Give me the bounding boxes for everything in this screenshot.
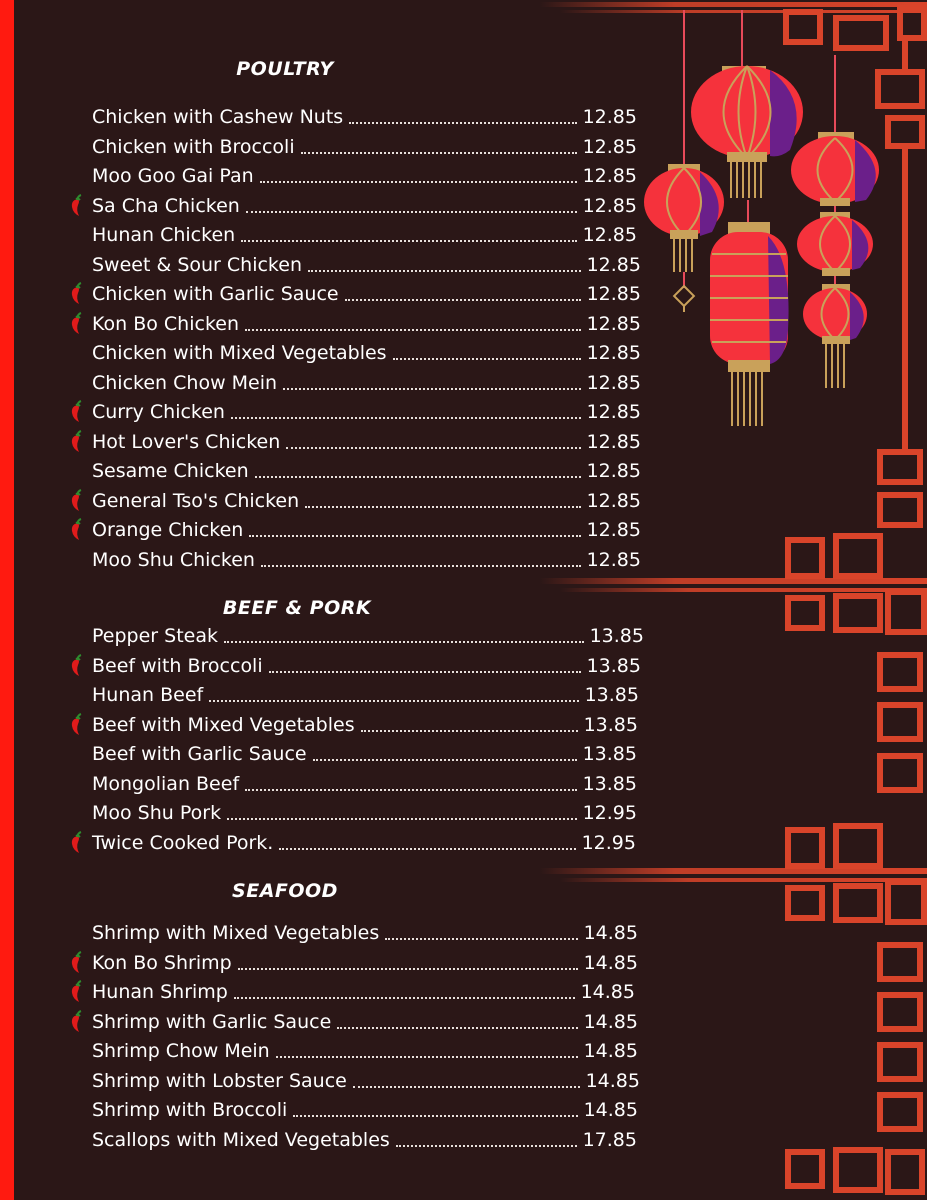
chili-pepper-icon — [67, 282, 85, 306]
menu-item-name: Moo Shu Chicken — [92, 549, 255, 571]
menu-item — [92, 370, 641, 396]
menu-item — [92, 653, 641, 679]
dot-leader — [353, 1086, 580, 1088]
section-title: POULTRY — [236, 58, 334, 80]
menu-item — [92, 950, 638, 976]
menu-item-name: Shrimp Chow Mein — [92, 1040, 270, 1062]
dot-leader — [286, 447, 580, 449]
chili-pepper-icon — [67, 400, 85, 424]
hanging-lanterns — [644, 10, 879, 426]
dot-leader — [234, 997, 575, 999]
chili-pepper-icon — [67, 980, 85, 1004]
menu-item-price: 13.85 — [582, 743, 637, 765]
menu-item — [92, 429, 641, 455]
menu-item-name: Beef with Mixed Vegetables — [92, 714, 355, 736]
menu-item-price: 12.85 — [586, 519, 641, 541]
menu-item — [92, 281, 641, 307]
dot-leader — [260, 181, 577, 183]
menu-item — [92, 800, 637, 826]
menu-item-price: 14.85 — [583, 1011, 638, 1033]
section-title: SEAFOOD — [232, 880, 338, 902]
chili-pepper-icon — [67, 1010, 85, 1034]
menu-item-name: Twice Cooked Pork. — [92, 832, 274, 854]
menu-item — [92, 682, 639, 708]
menu-item — [92, 340, 641, 366]
menu-item-price: 14.85 — [583, 1040, 638, 1062]
section-title: BEEF & PORK — [222, 597, 372, 619]
lantern-large — [691, 66, 803, 198]
menu-item-name: Sesame Chicken — [92, 460, 249, 482]
chili-pepper-icon — [67, 654, 85, 678]
dot-leader — [301, 152, 577, 154]
dot-leader — [283, 388, 581, 390]
menu-item-price: 17.85 — [582, 1129, 637, 1151]
dot-leader — [245, 329, 581, 331]
dot-leader — [246, 211, 577, 213]
menu-item-name: Beef with Broccoli — [92, 655, 263, 677]
chili-pepper-icon — [67, 312, 85, 336]
dot-leader — [345, 299, 581, 301]
menu-item-name: Hot Lover's Chicken — [92, 431, 281, 453]
menu-item — [92, 458, 641, 484]
lantern-left — [644, 164, 724, 312]
menu-item-price: 12.85 — [582, 224, 637, 246]
menu-item-price: 13.85 — [586, 655, 641, 677]
menu-item — [92, 1097, 638, 1123]
menu-item-name: Hunan Chicken — [92, 224, 236, 246]
menu-item — [92, 134, 637, 160]
menu-item-name: Shrimp with Mixed Vegetables — [92, 922, 380, 944]
dot-leader — [396, 1145, 577, 1147]
menu-item-price: 12.85 — [586, 549, 641, 571]
dot-leader — [261, 565, 581, 567]
menu-item-price: 14.85 — [583, 1099, 638, 1121]
menu-item-price: 13.85 — [582, 773, 637, 795]
menu-item-price: 12.85 — [586, 313, 641, 335]
dot-leader — [293, 1115, 577, 1117]
menu-item — [92, 1127, 637, 1153]
menu-item-price: 12.85 — [586, 283, 641, 305]
menu-item-price: 12.85 — [582, 106, 637, 128]
dot-leader — [349, 122, 576, 124]
menu-item-price: 14.85 — [580, 981, 635, 1003]
menu-item-price: 12.85 — [586, 342, 641, 364]
menu-item — [92, 252, 641, 278]
chili-pepper-icon — [67, 194, 85, 218]
menu-item-name: Sa Cha Chicken — [92, 195, 240, 217]
dot-leader — [224, 641, 584, 643]
menu-item-name: Moo Goo Gai Pan — [92, 165, 254, 187]
lattice-band-top — [540, 2, 927, 13]
dot-leader — [385, 938, 577, 940]
menu-item-name: Beef with Garlic Sauce — [92, 743, 307, 765]
menu-item-price: 12.85 — [586, 401, 641, 423]
menu-item — [92, 712, 638, 738]
menu-item-name: Scallops with Mixed Vegetables — [92, 1129, 390, 1151]
menu-item-name: Hunan Beef — [92, 684, 204, 706]
menu-item — [92, 623, 644, 649]
menu-item-price: 14.85 — [583, 922, 638, 944]
menu-item-price: 12.85 — [582, 136, 637, 158]
menu-item — [92, 771, 637, 797]
dot-leader — [231, 417, 581, 419]
menu-item — [92, 920, 638, 946]
menu-item-name: Shrimp with Broccoli — [92, 1099, 288, 1121]
menu-item-name: Moo Shu Pork — [92, 802, 222, 824]
dot-leader — [308, 270, 581, 272]
menu-item-price: 12.85 — [586, 372, 641, 394]
dot-leader — [249, 535, 580, 537]
menu-item — [92, 104, 637, 130]
dot-leader — [227, 818, 577, 820]
dot-leader — [393, 358, 581, 360]
menu-item-price: 12.85 — [582, 165, 637, 187]
menu-item-name: Chicken Chow Mein — [92, 372, 278, 394]
dot-leader — [337, 1027, 577, 1029]
menu-item-name: Orange Chicken — [92, 519, 244, 541]
menu-item — [92, 1038, 638, 1064]
menu-item-name: Chicken with Cashew Nuts — [92, 106, 344, 128]
menu-item-price: 12.85 — [586, 254, 641, 276]
menu-item-name: Shrimp with Lobster Sauce — [92, 1070, 347, 1092]
menu-item-name: Kon Bo Chicken — [92, 313, 240, 335]
menu-item — [92, 1009, 638, 1035]
chinese-lattice-pattern — [786, 8, 924, 1192]
dot-leader — [313, 759, 577, 761]
menu-item-price: 12.95 — [582, 802, 637, 824]
dot-leader — [241, 240, 576, 242]
menu-item-price: 12.85 — [586, 431, 641, 453]
menu-item — [92, 1068, 640, 1094]
chili-pepper-icon — [67, 489, 85, 513]
dot-leader — [245, 789, 576, 791]
left-accent-bar — [0, 0, 14, 1200]
menu-item — [92, 741, 637, 767]
menu-item-name: Kon Bo Shrimp — [92, 952, 232, 974]
menu-item-price: 14.85 — [583, 952, 638, 974]
menu-item-name: Curry Chicken — [92, 401, 225, 423]
dot-leader — [209, 700, 578, 702]
dot-leader — [255, 476, 581, 478]
menu-item-price: 14.85 — [585, 1070, 640, 1092]
chili-pepper-icon — [67, 713, 85, 737]
menu-item-name: Chicken with Garlic Sauce — [92, 283, 339, 305]
menu-item-name: Shrimp with Garlic Sauce — [92, 1011, 332, 1033]
menu-item-price: 12.85 — [586, 490, 641, 512]
menu-item — [92, 488, 641, 514]
menu-item — [92, 399, 641, 425]
menu-item-price: 13.85 — [583, 714, 638, 736]
menu-item — [92, 547, 641, 573]
menu-item — [92, 193, 637, 219]
dot-leader — [279, 848, 575, 850]
menu-item — [92, 830, 636, 856]
dot-leader — [305, 506, 580, 508]
menu-item-name: Chicken with Broccoli — [92, 136, 295, 158]
dot-leader — [269, 671, 581, 673]
menu-item — [92, 979, 635, 1005]
lantern-cylinder — [710, 222, 789, 426]
menu-item-name: Chicken with Mixed Vegetables — [92, 342, 387, 364]
dot-leader — [238, 968, 578, 970]
menu-item — [92, 222, 637, 248]
chili-pepper-icon — [67, 951, 85, 975]
menu-item-price: 12.85 — [582, 195, 637, 217]
menu-item-name: Pepper Steak — [92, 625, 218, 647]
menu-item-price: 13.85 — [584, 684, 639, 706]
menu-item-name: Hunan Shrimp — [92, 981, 228, 1003]
chili-pepper-icon — [67, 518, 85, 542]
menu-item-price: 13.85 — [589, 625, 644, 647]
menu-item-name: Sweet & Sour Chicken — [92, 254, 302, 276]
menu-item-name: General Tso's Chicken — [92, 490, 300, 512]
chili-pepper-icon — [67, 831, 85, 855]
menu-item — [92, 163, 637, 189]
menu-item-price: 12.85 — [586, 460, 641, 482]
menu-item — [92, 517, 641, 543]
dot-leader — [276, 1056, 578, 1058]
menu-item-price: 12.95 — [581, 832, 636, 854]
menu-item — [92, 311, 641, 337]
dot-leader — [361, 730, 578, 732]
chili-pepper-icon — [67, 430, 85, 454]
menu-item-name: Mongolian Beef — [92, 773, 240, 795]
lantern-right-stack — [791, 132, 879, 388]
